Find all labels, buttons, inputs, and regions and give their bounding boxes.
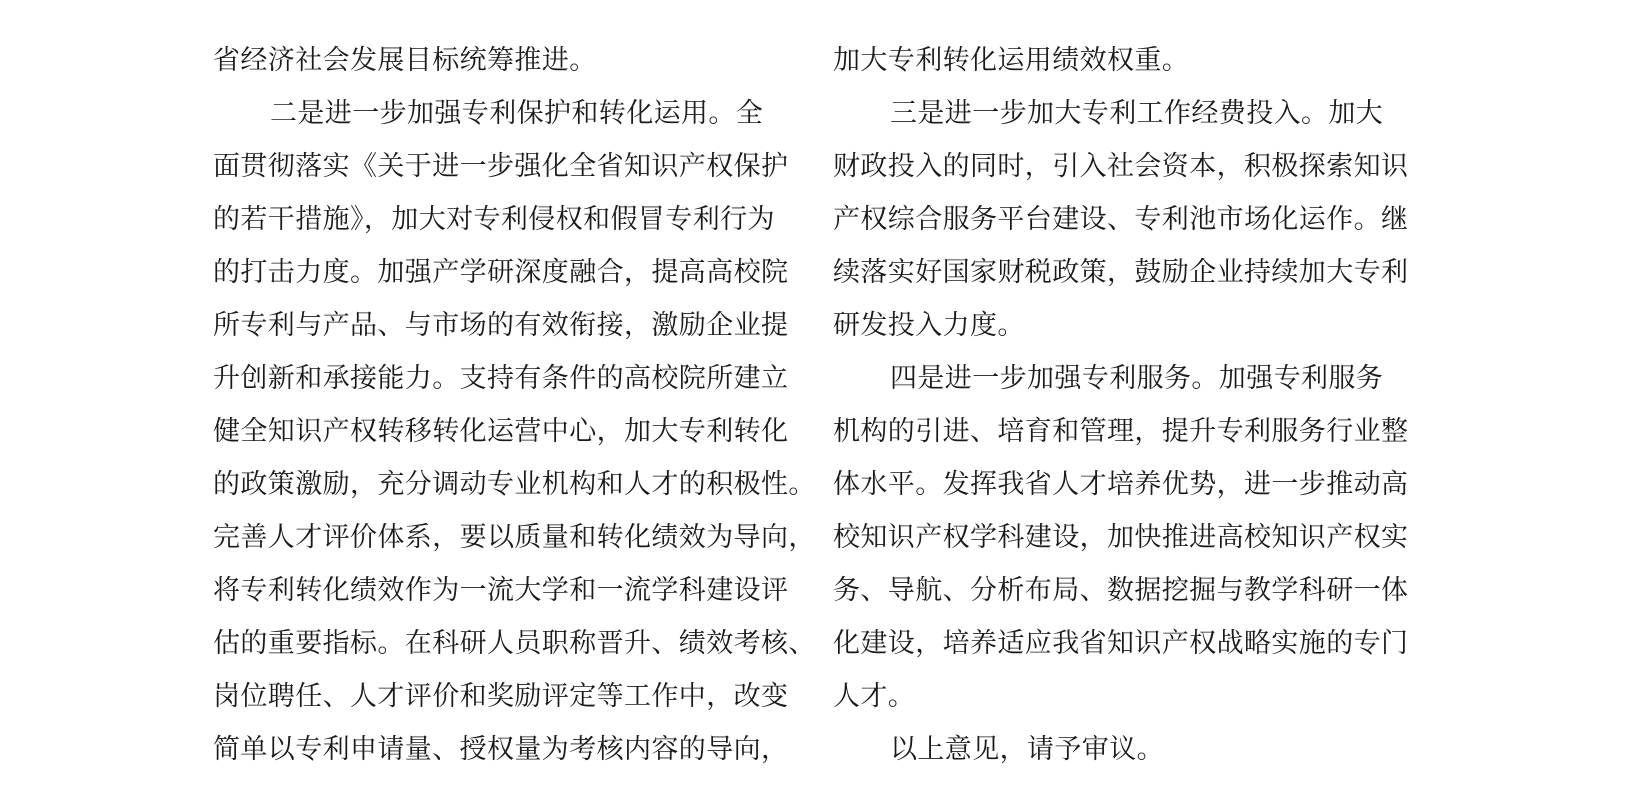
text-line: 岗位聘任、人才评价和奖励评定等工作中，改变 [213, 681, 789, 712]
text-line: 加大专利转化运用绩效权重。 [833, 45, 1190, 76]
text-line: 省经济社会发展目标统筹推进。 [213, 45, 597, 76]
text-line: 简单以专利申请量、授权量为考核内容的导向， [213, 734, 789, 765]
text-line: 化建设，培养适应我省知识产权战略实施的专门 [833, 628, 1409, 659]
text-line: 的若干措施》，加大对专利侵权和假冒专利行为 [213, 204, 775, 235]
closing-line: 以上意见，请予审议。 [890, 734, 1164, 765]
paragraph-start-line: 四是进一步加强专利服务。加强专利服务 [890, 363, 1384, 394]
text-line: 产权综合服务平台建设、专利池市场化运作。继 [833, 204, 1409, 235]
right-text-column [833, 34, 1409, 776]
text-line: 面贯彻落实《关于进一步强化全省知识产权保护 [213, 151, 789, 182]
text-line: 续落实好国家财税政策，鼓励企业持续加大专利 [833, 257, 1409, 288]
text-line: 健全知识产权转移转化运营中心，加大专利转化 [213, 416, 789, 447]
text-line: 校知识产权学科建设，加快推进高校知识产权实 [833, 522, 1409, 553]
text-line: 机构的引进、培育和管理，提升专利服务行业整 [833, 416, 1409, 447]
text-line: 的政策激励，充分调动专业机构和人才的积极性。 [213, 469, 816, 500]
paragraph-start-line: 三是进一步加大专利工作经费投入。加大 [890, 98, 1384, 129]
text-line: 完善人才评价体系，要以质量和转化绩效为导向， [213, 522, 816, 553]
text-line: 估的重要指标。在科研人员职称晋升、绩效考核、 [213, 628, 816, 659]
text-line: 所专利与产品、与市场的有效衔接，激励企业提 [213, 310, 789, 341]
text-line: 将专利转化绩效作为一流大学和一流学科建设评 [213, 575, 789, 606]
text-line: 升创新和承接能力。支持有条件的高校院所建立 [213, 363, 789, 394]
text-line: 体水平。发挥我省人才培养优势，进一步推动高 [833, 469, 1409, 500]
text-line: 人才。 [833, 681, 916, 712]
text-line: 的打击力度。加强产学研深度融合，提高高校院 [213, 257, 789, 288]
text-line: 研发投入力度。 [833, 310, 1025, 341]
text-line: 财政投入的同时，引入社会资本，积极探索知识 [833, 151, 1409, 182]
left-text-column [213, 34, 816, 776]
paragraph-start-line: 二是进一步加强专利保护和转化运用。全 [270, 98, 764, 129]
text-line: 务、导航、分析布局、数据挖掘与教学科研一体 [833, 575, 1409, 606]
